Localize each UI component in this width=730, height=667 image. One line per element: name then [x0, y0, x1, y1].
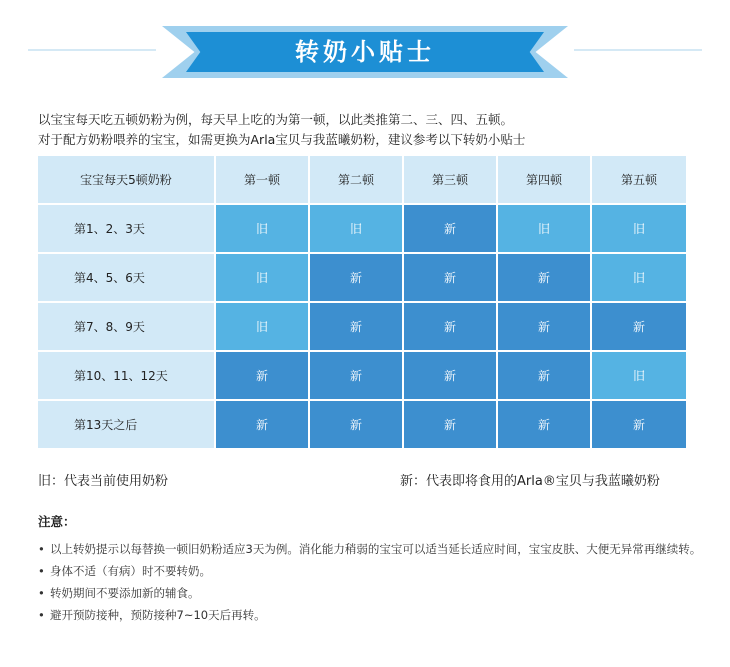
- note-text: 避开预防接种，预防接种7~10天后再转。: [50, 608, 266, 622]
- table-row: [38, 303, 686, 352]
- table-cell: 新: [404, 401, 498, 450]
- table-header-cell: 第一顿: [216, 156, 310, 205]
- table-cell: 旧: [216, 205, 310, 254]
- table-cell: 旧: [216, 303, 310, 352]
- table-header-cell: 第五顿: [592, 156, 686, 205]
- table-cell: 新: [498, 303, 592, 352]
- row-label: 第1、2、3天: [38, 205, 216, 254]
- bullet-icon: •: [38, 608, 45, 622]
- list-item: [38, 538, 708, 560]
- table-cell: 新: [592, 303, 686, 352]
- table-cell: 新: [404, 352, 498, 401]
- table-cell: 新: [498, 401, 592, 450]
- legend-old: 旧：代表当前使用奶粉: [38, 474, 169, 489]
- table-row: [38, 205, 686, 254]
- table-row: [38, 401, 686, 450]
- bullet-icon: •: [38, 564, 45, 578]
- intro-line-2: 对于配方奶粉喂养的宝宝，如需更换为Arla宝贝与我蓝曦奶粉，建议参考以下转奶小贴士: [38, 132, 526, 147]
- row-label: 第7、8、9天: [38, 303, 216, 352]
- table-header-cell: 宝宝每天5顿奶粉: [38, 156, 216, 205]
- table-header-cell: 第四顿: [498, 156, 592, 205]
- table-cell: 新: [404, 254, 498, 303]
- row-label: 第4、5、6天: [38, 254, 216, 303]
- table-cell: 新: [310, 254, 404, 303]
- table-cell: 旧: [216, 254, 310, 303]
- table-cell: 新: [310, 303, 404, 352]
- note-text: 转奶期间不要添加新的辅食。: [50, 586, 200, 600]
- title-banner: [0, 14, 730, 80]
- table-cell: 新: [310, 401, 404, 450]
- bullet-icon: •: [38, 586, 45, 600]
- intro-line-1: 以宝宝每天吃五顿奶粉为例，每天早上吃的为第一顿，以此类推第二、三、四、五顿。: [38, 112, 514, 127]
- table-cell: 新: [404, 205, 498, 254]
- note-text: 以上转奶提示以每替换一顿旧奶粉适应3天为例。消化能力稍弱的宝宝可以适当延长适应时间，宝宝皮肤、大便无异常再继续转。: [50, 542, 702, 556]
- table-header-cell: 第二顿: [310, 156, 404, 205]
- page-title: 转奶小贴士: [295, 38, 435, 66]
- intro-text: [38, 110, 708, 150]
- list-item: [38, 560, 708, 582]
- table-cell: 旧: [592, 352, 686, 401]
- table-cell: 新: [498, 352, 592, 401]
- note-text: 身体不适（有病）时不要转奶。: [50, 564, 211, 578]
- row-label: 第10、11、12天: [38, 352, 216, 401]
- notes-list: [38, 538, 708, 626]
- list-item: [38, 604, 708, 626]
- table-row: [38, 254, 686, 303]
- table-cell: 旧: [592, 205, 686, 254]
- banner-divider-left: [28, 49, 156, 51]
- table-cell: 新: [498, 254, 592, 303]
- table-header-cell: 第三顿: [404, 156, 498, 205]
- table-header-row: [38, 156, 686, 205]
- notes-title: 注意：: [38, 514, 76, 529]
- row-label: 第13天之后: [38, 401, 216, 450]
- table-cell: 新: [216, 401, 310, 450]
- table-cell: 旧: [592, 254, 686, 303]
- table-cell: 新: [310, 352, 404, 401]
- list-item: [38, 582, 708, 604]
- table-cell: 旧: [498, 205, 592, 254]
- switch-schedule-table: [38, 156, 686, 450]
- table-cell: 新: [216, 352, 310, 401]
- bullet-icon: •: [38, 542, 45, 556]
- table-cell: 旧: [310, 205, 404, 254]
- legend-new: 新：代表即将食用的Arla®宝贝与我蓝曦奶粉: [400, 474, 660, 489]
- table-row: [38, 352, 686, 401]
- notes-section: [38, 512, 708, 626]
- table-cell: 新: [404, 303, 498, 352]
- banner-divider-right: [574, 49, 702, 51]
- table-cell: 新: [592, 401, 686, 450]
